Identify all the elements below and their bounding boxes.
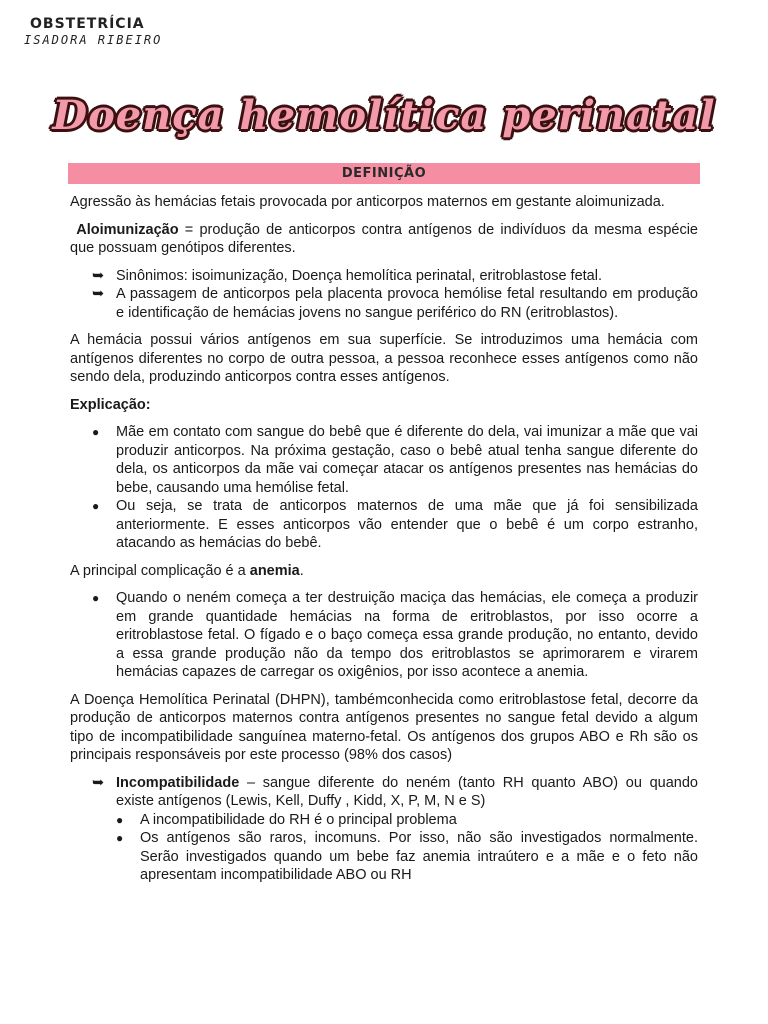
list-item: ➥ Sinônimos: isoimunização, Doença hemolítica perinatal, eritroblastose fetal. (92, 267, 602, 284)
bullet-dot-icon: ● (116, 812, 124, 827)
list-item: ● Quando o neném começa a ter destruição maciça das hemácias, ele começa a produzir em grande quantidade hemácias na forma de eritroblastos, por isso ocorre a eritroblastose fetal. O fígado e o baço começa essa grande produção, no entanto, devido a essa grande produção não da tempo dos eritroblastos se aprimorarem e virarem hemácias capazes de carregar os oxigênios, por isso acontece a anemia. (92, 590, 698, 680)
bullet-dot-icon: ● (92, 591, 100, 605)
bullet-dot-icon: ● (92, 499, 100, 513)
explicacao-list (70, 423, 698, 553)
aloimunizacao-paragraph (70, 221, 698, 258)
complicacao-list (70, 589, 698, 682)
section-heading-definicao: DEFINIÇÃO (68, 163, 700, 184)
list-item: ➥ Incompatibilidade – sangue diferente do neném (tanto RH quanto ABO) ou quando existe antígenos (Lewis, Kell, Duffy , Kidd, X, P, M, N e S) ● A incompatibilidade do RH é o principal problema ● Os antígenos são raros, incomuns. Por isso, não são investigados normalmente. Serão investigados quando um bebe faz anemia intraútero e a mãe e o feto não apresentam incompatibilidade ABO ou RH (92, 774, 698, 883)
incompatibilidade-list (70, 774, 698, 885)
page-title: Doença hemolítica perinatal (52, 92, 716, 139)
brand-header (24, 16, 163, 48)
list-item: ● Mãe em contato com sangue do bebê que é diferente do dela, vai imunizar a mãe que vai produzir anticorpos. Na próxima gestação, caso o bebê atual tenha sangue diferente do dela, os anticorpos da mãe vai começar atacar os antígenos presentes nas hemácias do bebe, causando uma hemólise fetal. (92, 424, 698, 496)
right-arrow-icon: ➥ (92, 267, 105, 284)
brand-title: OBSTETRÍCIA (30, 16, 145, 32)
right-arrow-icon: ➥ (92, 774, 105, 791)
incompatibilidade-term: Incompatibilidade (116, 774, 240, 791)
list-item: ● Os antígenos são raros, incomuns. Por isso, não são investigados normalmente. Serão investigados quando um bebe faz anemia intraútero e a mãe e o feto não apresentam incompatibilidade ABO ou RH (116, 830, 698, 883)
explicacao-label: Explicação: (70, 396, 151, 413)
intro-paragraph: Agressão às hemácias fetais provocada por anticorpos maternos em gestante aloimunizada. (70, 194, 665, 210)
aloimunizacao-term: Aloimunização (76, 221, 179, 238)
bullet-dot-icon: ● (92, 425, 100, 439)
list-item: ● Ou seja, se trata de anticorpos maternos de uma mãe que já foi sensibilizada anteriormente. E esses anticorpos vão entender que o bebê é um corpo estranho, atacando as hemácias do bebê. (92, 498, 698, 551)
complicacao-paragraph: A principal complicação é a anemia. (70, 562, 304, 579)
right-arrow-icon: ➥ (92, 286, 105, 302)
list-item: ➥ A passagem de anticorpos pela placenta provoca hemólise fetal resultando em produção e identificação de hemácias jovens no sangue periférico do RN (eritroblastos). (92, 286, 698, 321)
complicacao-term: anemia (249, 562, 300, 579)
incompatibilidade-sublist (116, 811, 698, 885)
arrow-list-1 (70, 267, 698, 323)
hemacia-paragraph: A hemácia possui vários antígenos em sua superfície. Se introduzimos uma hemácia com antígenos diferentes no corpo de outra pessoa, a pessoa reconhece esses antígenos como não sendo dela, produzindo anticorpos contra esses antígenos. (70, 332, 698, 385)
list-item: ● A incompatibilidade do RH é o principal problema (116, 811, 457, 828)
bullet-dot-icon: ● (116, 831, 124, 845)
document-body (70, 193, 698, 894)
aloimunizacao-text: = produção de anticorpos contra antígenos de indivíduos da mesma espécie que possuam genótipos diferentes. (70, 221, 698, 256)
brand-author: ISADORA RIBEIRO (24, 33, 163, 47)
dhpn-paragraph: A Doença Hemolítica Perinatal (DHPN), tambémconhecida como eritroblastose fetal, decorre da produção de anticorpos maternos contra antígenos presentes no sangue fetal devido a algum tipo de incompatibilidade sanguínea materno-fetal. Os antígenos dos grupos ABO e Rh são os principais responsáveis por este processo (98% dos casos) (70, 691, 698, 763)
